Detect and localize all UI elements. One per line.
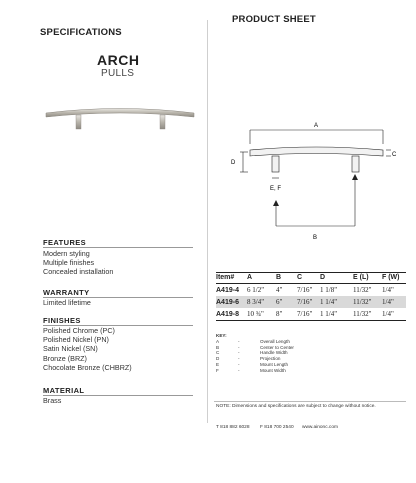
cell-b: 6" [276,298,283,307]
table-row [216,296,406,308]
features-rule [43,247,193,248]
finish-item: Polished Nickel (PN) [43,335,109,345]
header-c: C [297,274,303,282]
table-bottom-rule [216,320,406,321]
contact-phone: T 818 882 6028 [216,425,250,430]
cell-d: 1 1/4" [320,310,338,319]
finish-item: Bronze (BRZ) [43,353,87,363]
finishes-title: FINISHES [43,316,81,325]
cell-a: 6 1/2" [247,286,265,295]
header-f: F (W) [382,274,400,282]
pull-product-image [40,100,200,136]
key-row: B - Center to Center [216,344,294,350]
table-row [216,284,406,297]
cell-c: 7/16" [297,298,313,307]
key-row: D - Projection [216,356,281,362]
header-e: E (L) [353,274,369,282]
specifications-header: SPECIFICATIONS [40,27,122,38]
arrow-b-right [352,174,358,180]
cell-e: 11/32" [353,286,372,295]
feature-item: Concealed installation [43,267,114,277]
spec-table [216,273,406,320]
cell-f: 1/4" [382,286,394,295]
finish-item: Polished Chrome (PC) [43,326,115,335]
product-type: PULLS [101,68,135,79]
cell-d: 1 1/4" [320,298,338,307]
pull-outline [250,147,383,156]
cell-a: 8 3/4" [247,298,265,307]
mount-post-right [352,156,359,172]
spec-table-container [216,272,406,321]
note-text: NOTE: Dimensions and specifications are subject to change without notice. [216,404,376,409]
header-a: A [247,274,253,282]
cell-item: A419-6 [216,298,239,306]
cell-e: 11/32" [353,310,372,319]
warranty-title: WARRANTY [43,288,90,297]
column-divider [207,20,208,423]
cell-f: 1/4" [382,298,394,307]
dimension-diagram [226,114,406,244]
note-rule [214,401,406,402]
material-title: MATERIAL [43,386,85,395]
label-d: D [231,160,236,166]
label-ef: E, F [270,186,282,192]
table-header-row [216,273,406,284]
cell-d: 1 1/8" [320,286,338,295]
contact-fax: F 818 700 2540 [260,425,294,430]
header-b: B [276,274,282,282]
finishes-list [43,326,132,372]
key-row: E - Mount Length [216,361,289,367]
cell-item: A419-8 [216,310,239,318]
finish-item: Satin Nickel (SN) [43,344,98,354]
contact-website[interactable]: www.ainonc.com [302,425,338,430]
key-legend [216,333,326,374]
finish-item: Chocolate Bronze (CHBRZ) [43,362,132,372]
cell-b: 8" [276,310,283,319]
material-rule [43,395,193,396]
label-a: A [314,123,319,129]
key-title: KEY: [216,333,227,338]
cell-item: A419-4 [216,286,239,294]
mount-post-left [272,156,279,172]
features-list [43,249,113,277]
feature-item: Modern styling [43,249,90,258]
arrow-b-left [273,200,279,206]
key-row: C - Handle Width [216,350,288,356]
warranty-text: Limited lifetime [43,298,91,307]
label-c: C [392,152,397,158]
header-item: Item# [216,274,235,282]
product-name: ARCH [97,52,140,68]
key-row: F - Mount Width [216,367,286,373]
cell-a: 10 ¾" [247,310,264,319]
cell-e: 11/32" [353,298,372,307]
table-row [216,308,406,320]
label-b: B [313,235,318,241]
product-sheet-header: PRODUCT SHEET [232,14,316,25]
cell-c: 7/16" [297,286,313,295]
cell-f: 1/4" [382,310,394,319]
cell-b: 4" [276,286,283,295]
cell-c: 7/16" [297,310,313,319]
feature-item: Multiple finishes [43,258,95,268]
material-text: Brass [43,396,62,405]
features-title: FEATURES [43,238,87,247]
key-row: A - Overall Length [216,338,290,344]
header-d: D [320,274,326,282]
